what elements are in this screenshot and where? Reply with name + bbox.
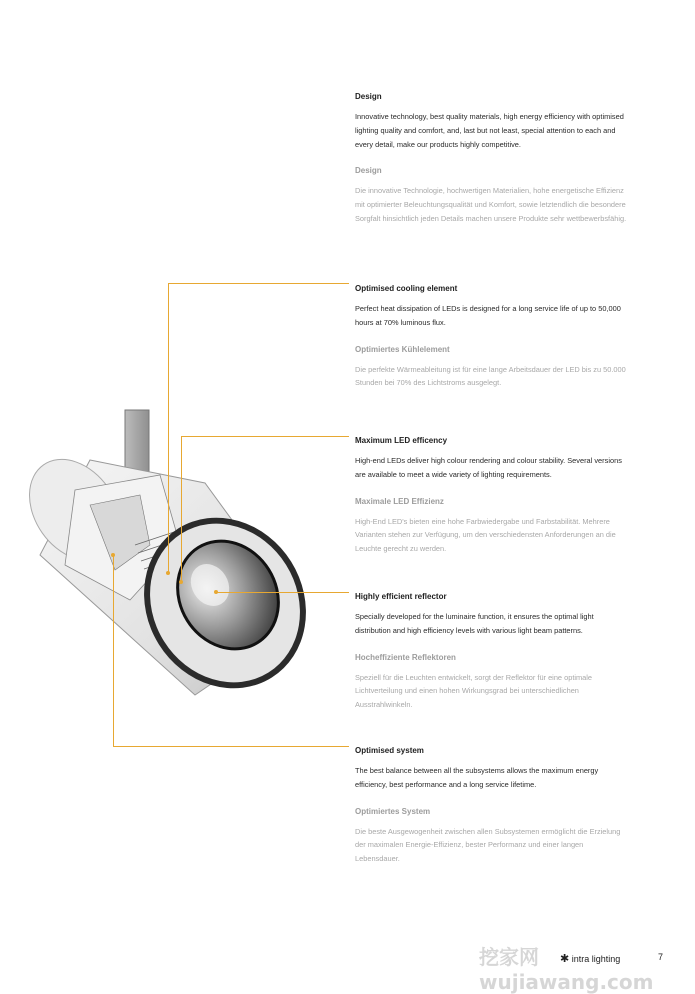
leader-dot-cooling xyxy=(166,571,170,575)
leader-line-led-v xyxy=(181,436,182,582)
watermark: 挖家网 wujiawang.com xyxy=(479,945,654,994)
section-body-en: Specially developed for the luminaire function, it ensures the optimal light distribution and high efficiency levels with various light beam patterns. xyxy=(355,612,594,635)
section-title-en: Maximum LED efficency xyxy=(355,436,448,445)
leader-line-system-v xyxy=(113,555,114,746)
section-body-en: High-end LEDs deliver high colour rendering and colour stability. Several versions are available to meet a wide variety of lighting requirements. xyxy=(355,456,622,479)
leader-line-led-h xyxy=(181,436,349,437)
section-cooling xyxy=(355,284,630,390)
leader-line-cooling-h xyxy=(168,283,349,284)
section-reflector xyxy=(355,592,630,712)
section-body-de: Speziell für die Leuchten entwickelt, sorgt der Reflektor für eine optimale Lichtverteilung und einen hohen Wirkungsgrad bei unterschiedlichen Ausstrahlwinkeln. xyxy=(355,672,593,710)
section-body-en: Perfect heat dissipation of LEDs is designed for a long service life of up to 50,000 hours at 70% luminous flux. xyxy=(355,304,621,327)
section-title-de: Hocheffiziente Reflektoren xyxy=(355,652,456,662)
luminaire-illustration xyxy=(20,395,320,715)
section-body-de: Die innovative Technologie, hochwertigen Materialien, hohe energetische Effizienz mit optimierter Beleuchtungsqualität und Komfort, sowie letztendlich die besondere Sorgfalt hinsichtlich jeden Details machen unsere Produkte sehr wettbewerbsfähig. xyxy=(355,186,627,223)
section-body-de: Die perfekte Wärmeableitung ist für eine lange Arbeitsdauer der LED bis zu 50.000 Stunden bei 70% des Lichtstroms ausgelegt. xyxy=(355,364,626,388)
section-title-en: Highly efficient reflector xyxy=(355,592,447,601)
section-system xyxy=(355,746,630,866)
leader-dot-led xyxy=(179,580,183,584)
leader-line-reflector-h xyxy=(216,592,349,593)
section-title-de: Design xyxy=(355,166,382,176)
footer-brand-name: intra lighting xyxy=(571,954,621,964)
leader-dot-system xyxy=(111,553,115,557)
section-body-en: Innovative technology, best quality materials, high energy efficiency with optimised lighting quality and comfort, and, last but not least, special attention to each and every detail, make our products highly competitive. xyxy=(355,112,624,149)
section-title-en: Optimised cooling element xyxy=(355,284,458,293)
leader-line-cooling-v xyxy=(168,283,169,573)
section-title-de: Maximale LED Effizienz xyxy=(355,496,444,506)
section-body-en: The best balance between all the subsystems allows the maximum energy efficiency, best performance and a long service lifetime. xyxy=(355,766,599,789)
leader-dot-reflector xyxy=(214,590,218,594)
leader-line-system-h xyxy=(113,746,349,747)
section-title-en: Design xyxy=(355,92,382,101)
section-body-de: High-End LED's bieten eine hohe Farbwiedergabe und Farbstabilität. Mehrere Varianten stehen zur Verfügung, um den verschiedensten Anforderungen an die Leuchte gerecht zu werden. xyxy=(355,516,616,554)
section-title-de: Optimiertes Kühlelement xyxy=(355,344,450,354)
section-title-de: Optimiertes System xyxy=(355,806,431,816)
section-body-de: Die beste Ausgewogenheit zwischen allen Subsystemen ermöglicht die Erzielung der maximalen Energie-Effizienz, bester Performanz und einer langen Lebensdauer. xyxy=(355,826,621,864)
footer-brand xyxy=(560,952,620,965)
section-led-efficiency xyxy=(355,436,630,556)
section-design xyxy=(355,92,630,226)
section-title-en: Optimised system xyxy=(355,746,424,755)
page-number: 7 xyxy=(658,952,664,962)
brand-logo-icon: ✱ xyxy=(560,953,570,965)
